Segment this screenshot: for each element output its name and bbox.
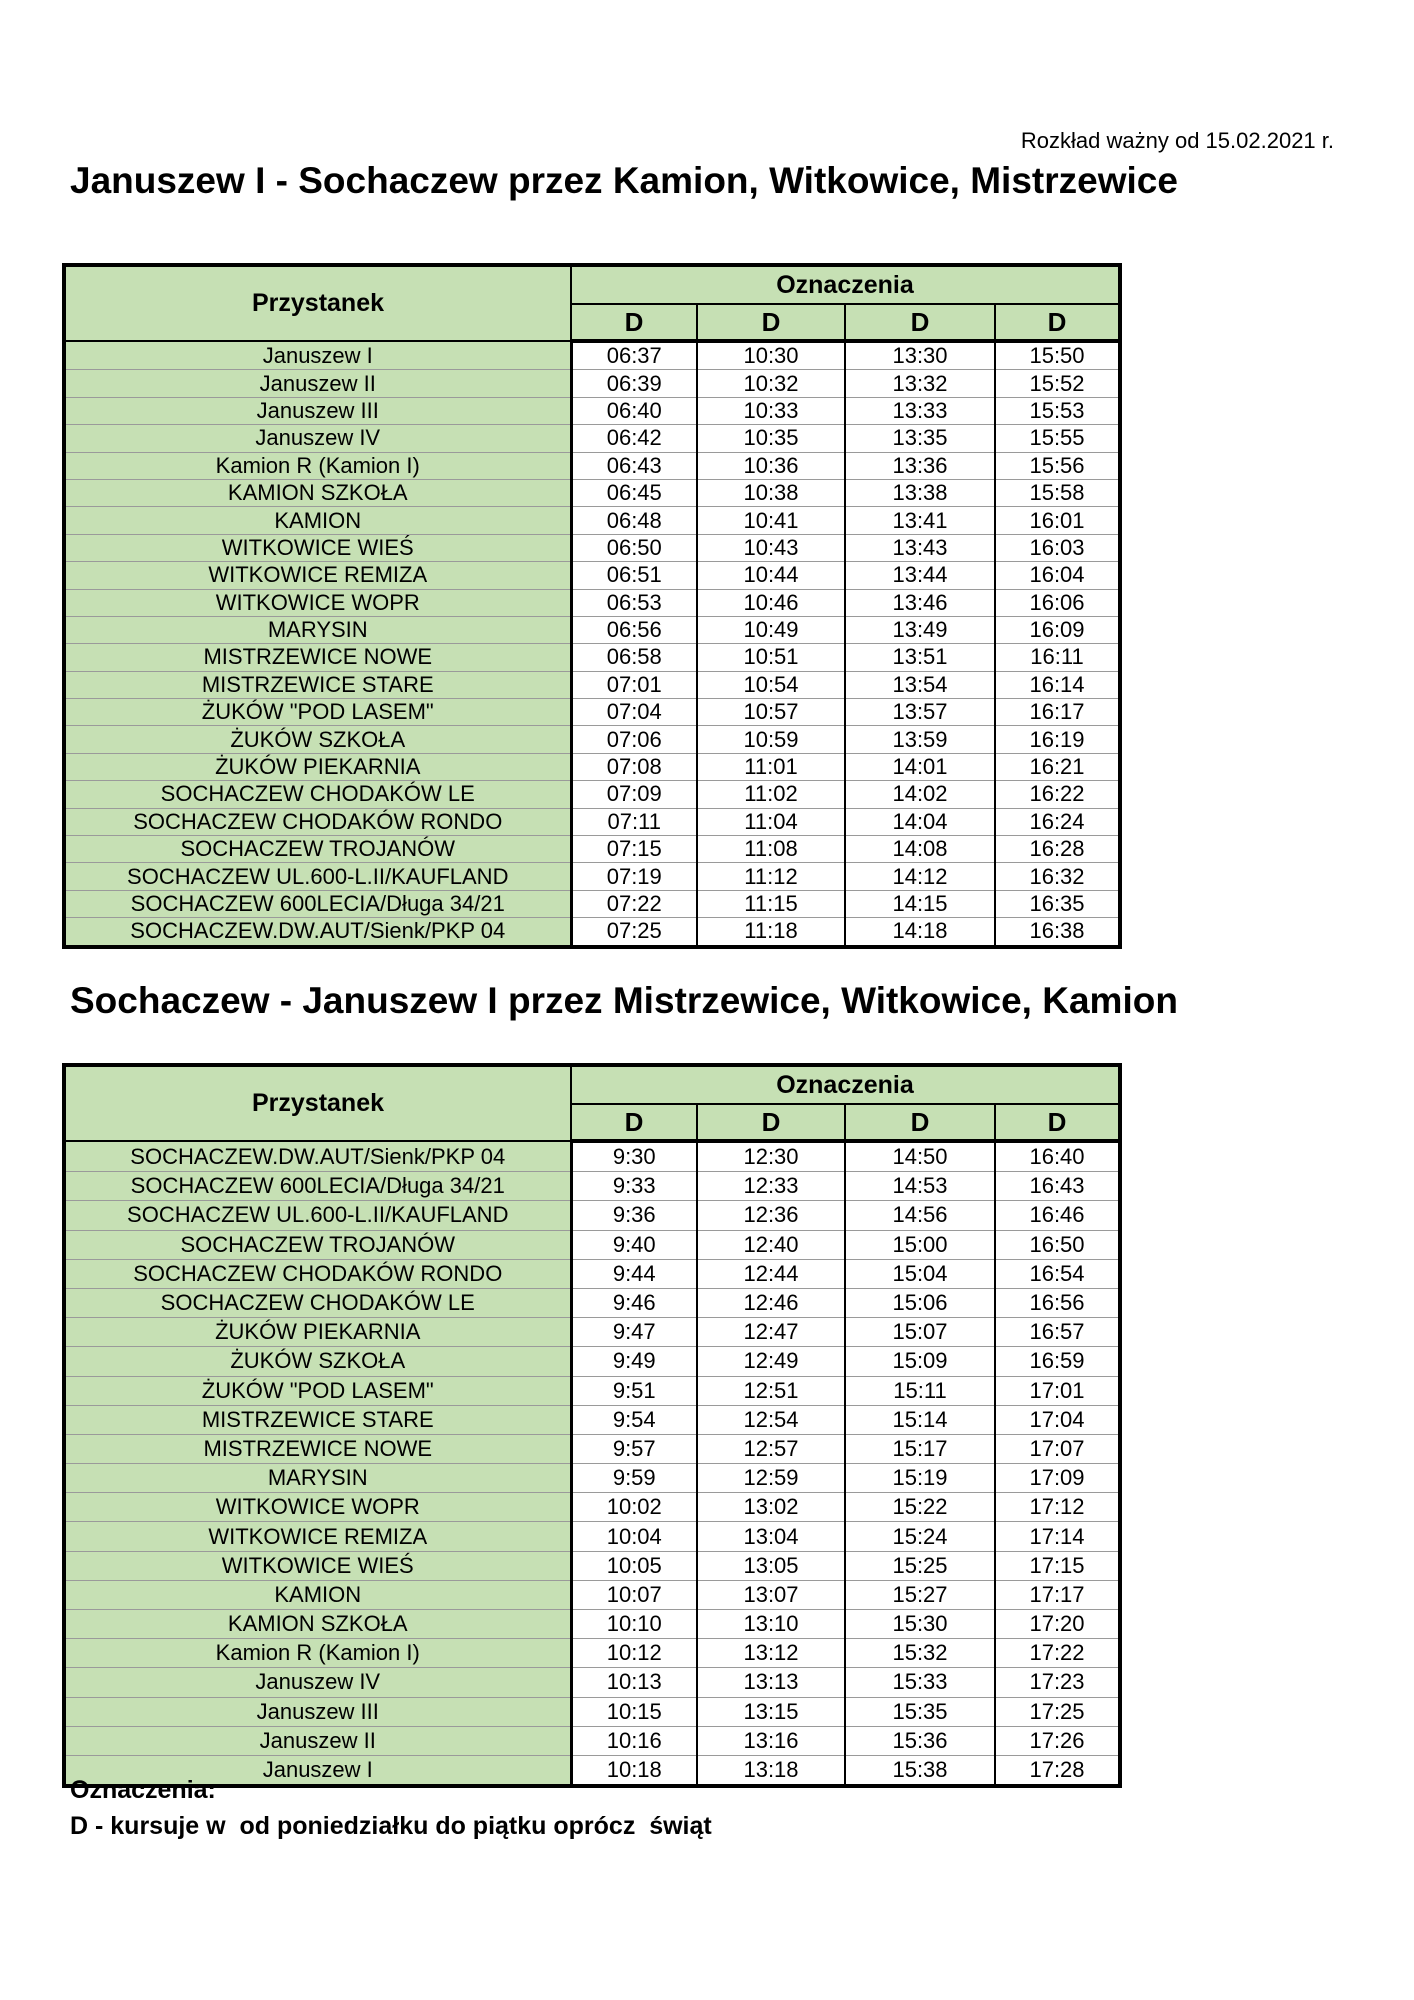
stop-name: SOCHACZEW 600LECIA/Długa 34/21 (64, 1172, 571, 1201)
table-row (64, 452, 1120, 479)
table-row (64, 1522, 1120, 1551)
departure-time: 14:53 (845, 1172, 995, 1201)
departure-time: 13:36 (845, 452, 995, 479)
stop-name: Kamion R (Kamion I) (64, 1639, 571, 1668)
departure-time: 10:15 (571, 1697, 697, 1726)
table-row (64, 1347, 1120, 1376)
stop-name: SOCHACZEW 600LECIA/Długa 34/21 (64, 890, 571, 917)
stop-name: KAMION (64, 1580, 571, 1609)
departure-time: 10:04 (571, 1522, 697, 1551)
departure-time: 15:22 (845, 1493, 995, 1522)
departure-time: 15:55 (995, 425, 1120, 452)
stop-name: Januszew II (64, 370, 571, 397)
departure-time: 13:04 (697, 1522, 845, 1551)
table-row (64, 507, 1120, 534)
table-row (64, 1610, 1120, 1639)
departure-time: 14:01 (845, 753, 995, 780)
departure-time: 9:59 (571, 1464, 697, 1493)
departure-time: 13:10 (697, 1610, 845, 1639)
table-row (64, 1580, 1120, 1609)
table-row (64, 1726, 1120, 1755)
departure-time: 11:08 (697, 836, 845, 863)
departure-time: 06:40 (571, 397, 697, 424)
departure-time: 17:20 (995, 1610, 1120, 1639)
departure-time: 14:50 (845, 1141, 995, 1172)
departure-time: 10:41 (697, 507, 845, 534)
departure-time: 11:02 (697, 781, 845, 808)
departure-time: 07:22 (571, 890, 697, 917)
departure-time: 06:39 (571, 370, 697, 397)
table-row (64, 1434, 1120, 1463)
departure-time: 16:06 (995, 589, 1120, 616)
departure-time: 16:11 (995, 644, 1120, 671)
departure-time: 16:50 (995, 1230, 1120, 1259)
departure-time: 16:04 (995, 562, 1120, 589)
table-row (64, 616, 1120, 643)
table-row (64, 1318, 1120, 1347)
departure-time: 06:51 (571, 562, 697, 589)
departure-time: 11:04 (697, 808, 845, 835)
table-row (64, 1639, 1120, 1668)
departure-time: 07:25 (571, 918, 697, 947)
legend-title: Oznaczenia: (70, 1776, 216, 1804)
table-row (64, 479, 1120, 506)
departure-time: 11:15 (697, 890, 845, 917)
departure-time: 06:43 (571, 452, 697, 479)
table-row (64, 341, 1120, 370)
departure-time: 17:12 (995, 1493, 1120, 1522)
stop-name: WITKOWICE REMIZA (64, 1522, 571, 1551)
departure-time: 11:12 (697, 863, 845, 890)
departure-time: 15:50 (995, 341, 1120, 370)
departure-time: 13:13 (697, 1668, 845, 1697)
departure-time: 13:43 (845, 534, 995, 561)
departure-time: 13:57 (845, 699, 995, 726)
stop-name: SOCHACZEW.DW.AUT/Sienk/PKP 04 (64, 1141, 571, 1172)
departure-time: 15:53 (995, 397, 1120, 424)
departure-time: 07:11 (571, 808, 697, 835)
departure-time: 15:52 (995, 370, 1120, 397)
departure-time: 17:23 (995, 1668, 1120, 1697)
course-code: D (995, 304, 1120, 341)
departure-time: 12:49 (697, 1347, 845, 1376)
departure-time: 9:36 (571, 1201, 697, 1230)
stop-name: WITKOWICE WOPR (64, 1493, 571, 1522)
stop-name: SOCHACZEW CHODAKÓW LE (64, 1288, 571, 1317)
table-row (64, 1493, 1120, 1522)
timetable-outbound (62, 263, 1122, 949)
departure-time: 16:43 (995, 1172, 1120, 1201)
departure-time: 15:33 (845, 1668, 995, 1697)
departure-time: 07:19 (571, 863, 697, 890)
departure-time: 15:56 (995, 452, 1120, 479)
departure-time: 15:38 (845, 1755, 995, 1786)
stop-name: Januszew II (64, 1726, 571, 1755)
table-row (64, 863, 1120, 890)
stop-name: MARYSIN (64, 1464, 571, 1493)
departure-time: 17:15 (995, 1551, 1120, 1580)
route-title-outbound: Januszew I - Sochaczew przez Kamion, Witkowice, Mistrzewice (70, 160, 1178, 201)
departure-time: 10:33 (697, 397, 845, 424)
departure-time: 10:32 (697, 370, 845, 397)
stop-name: SOCHACZEW UL.600-L.II/KAUFLAND (64, 863, 571, 890)
stop-name: SOCHACZEW.DW.AUT/Sienk/PKP 04 (64, 918, 571, 947)
table-row (64, 644, 1120, 671)
table-row (64, 1230, 1120, 1259)
departure-time: 15:17 (845, 1434, 995, 1463)
departure-time: 13:33 (845, 397, 995, 424)
departure-time: 06:45 (571, 479, 697, 506)
stop-name: Januszew III (64, 1697, 571, 1726)
stop-name: Januszew IV (64, 425, 571, 452)
course-code: D (697, 304, 845, 341)
departure-time: 17:22 (995, 1639, 1120, 1668)
departure-time: 07:04 (571, 699, 697, 726)
departure-time: 07:06 (571, 726, 697, 753)
course-code: D (697, 1104, 845, 1141)
departure-time: 15:36 (845, 1726, 995, 1755)
departure-time: 16:01 (995, 507, 1120, 534)
departure-time: 10:02 (571, 1493, 697, 1522)
departure-time: 10:38 (697, 479, 845, 506)
timetable-return (62, 1063, 1122, 1788)
departure-time: 13:07 (697, 1580, 845, 1609)
table-row (64, 1259, 1120, 1288)
departure-time: 16:03 (995, 534, 1120, 561)
departure-time: 17:01 (995, 1376, 1120, 1405)
stop-name: Januszew III (64, 397, 571, 424)
departure-time: 10:51 (697, 644, 845, 671)
course-code: D (845, 1104, 995, 1141)
departure-time: 11:18 (697, 918, 845, 947)
departure-time: 10:44 (697, 562, 845, 589)
departure-time: 16:24 (995, 808, 1120, 835)
stop-column-header: Przystanek (64, 265, 571, 341)
marks-header: Oznaczenia (571, 265, 1120, 304)
stop-name: MISTRZEWICE NOWE (64, 1434, 571, 1463)
departure-time: 07:15 (571, 836, 697, 863)
departure-time: 9:40 (571, 1230, 697, 1259)
table-row (64, 808, 1120, 835)
departure-time: 11:01 (697, 753, 845, 780)
departure-time: 10:57 (697, 699, 845, 726)
departure-time: 16:14 (995, 671, 1120, 698)
stop-name: ŻUKÓW SZKOŁA (64, 1347, 571, 1376)
departure-time: 10:36 (697, 452, 845, 479)
departure-time: 15:19 (845, 1464, 995, 1493)
departure-time: 10:05 (571, 1551, 697, 1580)
departure-time: 9:51 (571, 1376, 697, 1405)
departure-time: 10:13 (571, 1668, 697, 1697)
stop-name: Januszew IV (64, 1668, 571, 1697)
departure-time: 06:50 (571, 534, 697, 561)
departure-time: 13:51 (845, 644, 995, 671)
departure-time: 17:09 (995, 1464, 1120, 1493)
table-row (64, 1141, 1120, 1172)
table-row (64, 562, 1120, 589)
departure-time: 15:07 (845, 1318, 995, 1347)
departure-time: 15:32 (845, 1639, 995, 1668)
stop-name: WITKOWICE WIEŚ (64, 1551, 571, 1580)
table-row (64, 1755, 1120, 1786)
departure-time: 14:18 (845, 918, 995, 947)
departure-time: 14:12 (845, 863, 995, 890)
table-row (64, 1288, 1120, 1317)
departure-time: 07:01 (571, 671, 697, 698)
departure-time: 16:35 (995, 890, 1120, 917)
departure-time: 15:25 (845, 1551, 995, 1580)
stop-name: KAMION (64, 507, 571, 534)
course-code: D (571, 1104, 697, 1141)
stop-name: SOCHACZEW CHODAKÓW RONDO (64, 1259, 571, 1288)
course-code: D (845, 304, 995, 341)
departure-time: 16:32 (995, 863, 1120, 890)
departure-time: 06:56 (571, 616, 697, 643)
stop-name: KAMION SZKOŁA (64, 1610, 571, 1639)
stop-name: Januszew I (64, 341, 571, 370)
departure-time: 9:33 (571, 1172, 697, 1201)
course-code: D (571, 304, 697, 341)
departure-time: 16:09 (995, 616, 1120, 643)
departure-time: 17:26 (995, 1726, 1120, 1755)
departure-time: 07:08 (571, 753, 697, 780)
table-row (64, 1172, 1120, 1201)
stop-name: WITKOWICE WOPR (64, 589, 571, 616)
departure-time: 13:44 (845, 562, 995, 589)
departure-time: 15:27 (845, 1580, 995, 1609)
validity-date: Rozkład ważny od 15.02.2021 r. (1020, 128, 1334, 153)
departure-time: 12:46 (697, 1288, 845, 1317)
departure-time: 9:54 (571, 1405, 697, 1434)
stop-name: SOCHACZEW UL.600-L.II/KAUFLAND (64, 1201, 571, 1230)
stop-name: ŻUKÓW PIEKARNIA (64, 753, 571, 780)
table-row (64, 425, 1120, 452)
departure-time: 16:21 (995, 753, 1120, 780)
stop-name: SOCHACZEW CHODAKÓW RONDO (64, 808, 571, 835)
departure-time: 15:11 (845, 1376, 995, 1405)
table-row (64, 1201, 1120, 1230)
table-row (64, 781, 1120, 808)
stop-column-header: Przystanek (64, 1065, 571, 1141)
departure-time: 12:40 (697, 1230, 845, 1259)
departure-time: 17:04 (995, 1405, 1120, 1434)
departure-time: 10:49 (697, 616, 845, 643)
departure-time: 15:00 (845, 1230, 995, 1259)
departure-time: 06:58 (571, 644, 697, 671)
departure-time: 13:35 (845, 425, 995, 452)
departure-time: 10:16 (571, 1726, 697, 1755)
departure-time: 13:59 (845, 726, 995, 753)
departure-time: 16:17 (995, 699, 1120, 726)
departure-time: 14:56 (845, 1201, 995, 1230)
table-row (64, 534, 1120, 561)
departure-time: 12:57 (697, 1434, 845, 1463)
table-row (64, 589, 1120, 616)
stop-name: SOCHACZEW TROJANÓW (64, 836, 571, 863)
stop-name: MISTRZEWICE NOWE (64, 644, 571, 671)
departure-time: 16:57 (995, 1318, 1120, 1347)
departure-time: 12:59 (697, 1464, 845, 1493)
departure-time: 14:04 (845, 808, 995, 835)
departure-time: 16:28 (995, 836, 1120, 863)
course-code: D (995, 1104, 1120, 1141)
stop-name: ŻUKÓW PIEKARNIA (64, 1318, 571, 1347)
table-row (64, 370, 1120, 397)
departure-time: 15:04 (845, 1259, 995, 1288)
departure-time: 9:30 (571, 1141, 697, 1172)
departure-time: 06:53 (571, 589, 697, 616)
departure-time: 13:18 (697, 1755, 845, 1786)
departure-time: 17:25 (995, 1697, 1120, 1726)
table-row (64, 1697, 1120, 1726)
departure-time: 13:54 (845, 671, 995, 698)
table-row (64, 1464, 1120, 1493)
stop-name: MISTRZEWICE STARE (64, 671, 571, 698)
departure-time: 16:54 (995, 1259, 1120, 1288)
departure-time: 12:36 (697, 1201, 845, 1230)
departure-time: 17:07 (995, 1434, 1120, 1463)
departure-time: 10:30 (697, 341, 845, 370)
departure-time: 10:43 (697, 534, 845, 561)
departure-time: 12:33 (697, 1172, 845, 1201)
table-row (64, 753, 1120, 780)
departure-time: 15:09 (845, 1347, 995, 1376)
departure-time: 13:05 (697, 1551, 845, 1580)
route-title-return: Sochaczew - Januszew I przez Mistrzewice, Witkowice, Kamion (70, 980, 1178, 1021)
departure-time: 16:40 (995, 1141, 1120, 1172)
departure-time: 17:17 (995, 1580, 1120, 1609)
departure-time: 12:51 (697, 1376, 845, 1405)
departure-time: 12:44 (697, 1259, 845, 1288)
table-row (64, 918, 1120, 947)
departure-time: 06:42 (571, 425, 697, 452)
table-row (64, 1668, 1120, 1697)
departure-time: 16:38 (995, 918, 1120, 947)
departure-time: 10:54 (697, 671, 845, 698)
departure-time: 16:19 (995, 726, 1120, 753)
departure-time: 15:35 (845, 1697, 995, 1726)
departure-time: 16:56 (995, 1288, 1120, 1317)
departure-time: 14:02 (845, 781, 995, 808)
departure-time: 06:37 (571, 341, 697, 370)
departure-time: 17:28 (995, 1755, 1120, 1786)
stop-name: SOCHACZEW TROJANÓW (64, 1230, 571, 1259)
table-row (64, 699, 1120, 726)
stop-name: Januszew I (64, 1755, 571, 1786)
departure-time: 13:15 (697, 1697, 845, 1726)
departure-time: 9:46 (571, 1288, 697, 1317)
stop-name: ŻUKÓW "POD LASEM" (64, 699, 571, 726)
departure-time: 13:49 (845, 616, 995, 643)
departure-time: 12:30 (697, 1141, 845, 1172)
stop-name: WITKOWICE REMIZA (64, 562, 571, 589)
departure-time: 15:24 (845, 1522, 995, 1551)
departure-time: 13:41 (845, 507, 995, 534)
departure-time: 17:14 (995, 1522, 1120, 1551)
departure-time: 15:58 (995, 479, 1120, 506)
stop-name: WITKOWICE WIEŚ (64, 534, 571, 561)
departure-time: 14:15 (845, 890, 995, 917)
table-row (64, 1551, 1120, 1580)
departure-time: 13:16 (697, 1726, 845, 1755)
stop-name: Kamion R (Kamion I) (64, 452, 571, 479)
departure-time: 13:02 (697, 1493, 845, 1522)
departure-time: 12:54 (697, 1405, 845, 1434)
departure-time: 15:30 (845, 1610, 995, 1639)
departure-time: 10:18 (571, 1755, 697, 1786)
marks-header: Oznaczenia (571, 1065, 1120, 1104)
departure-time: 10:35 (697, 425, 845, 452)
stop-name: SOCHACZEW CHODAKÓW LE (64, 781, 571, 808)
departure-time: 16:46 (995, 1201, 1120, 1230)
stop-name: ŻUKÓW "POD LASEM" (64, 1376, 571, 1405)
departure-time: 16:22 (995, 781, 1120, 808)
stop-name: ŻUKÓW SZKOŁA (64, 726, 571, 753)
departure-time: 10:59 (697, 726, 845, 753)
departure-time: 9:44 (571, 1259, 697, 1288)
departure-time: 10:10 (571, 1610, 697, 1639)
departure-time: 13:30 (845, 341, 995, 370)
departure-time: 13:12 (697, 1639, 845, 1668)
table-row (64, 1376, 1120, 1405)
departure-time: 13:38 (845, 479, 995, 506)
departure-time: 10:46 (697, 589, 845, 616)
departure-time: 15:06 (845, 1288, 995, 1317)
departure-time: 9:49 (571, 1347, 697, 1376)
departure-time: 12:47 (697, 1318, 845, 1347)
table-row (64, 397, 1120, 424)
departure-time: 10:12 (571, 1639, 697, 1668)
departure-time: 10:07 (571, 1580, 697, 1609)
table-row (64, 890, 1120, 917)
departure-time: 13:32 (845, 370, 995, 397)
legend-text: D - kursuje w od poniedziałku do piątku oprócz świąt (70, 1812, 712, 1840)
departure-time: 9:57 (571, 1434, 697, 1463)
departure-time: 06:48 (571, 507, 697, 534)
stop-name: MARYSIN (64, 616, 571, 643)
departure-time: 14:08 (845, 836, 995, 863)
table-row (64, 671, 1120, 698)
departure-time: 9:47 (571, 1318, 697, 1347)
stop-name: KAMION SZKOŁA (64, 479, 571, 506)
stop-name: MISTRZEWICE STARE (64, 1405, 571, 1434)
departure-time: 07:09 (571, 781, 697, 808)
departure-time: 15:14 (845, 1405, 995, 1434)
table-row (64, 1405, 1120, 1434)
table-row (64, 726, 1120, 753)
table-row (64, 836, 1120, 863)
departure-time: 16:59 (995, 1347, 1120, 1376)
departure-time: 13:46 (845, 589, 995, 616)
